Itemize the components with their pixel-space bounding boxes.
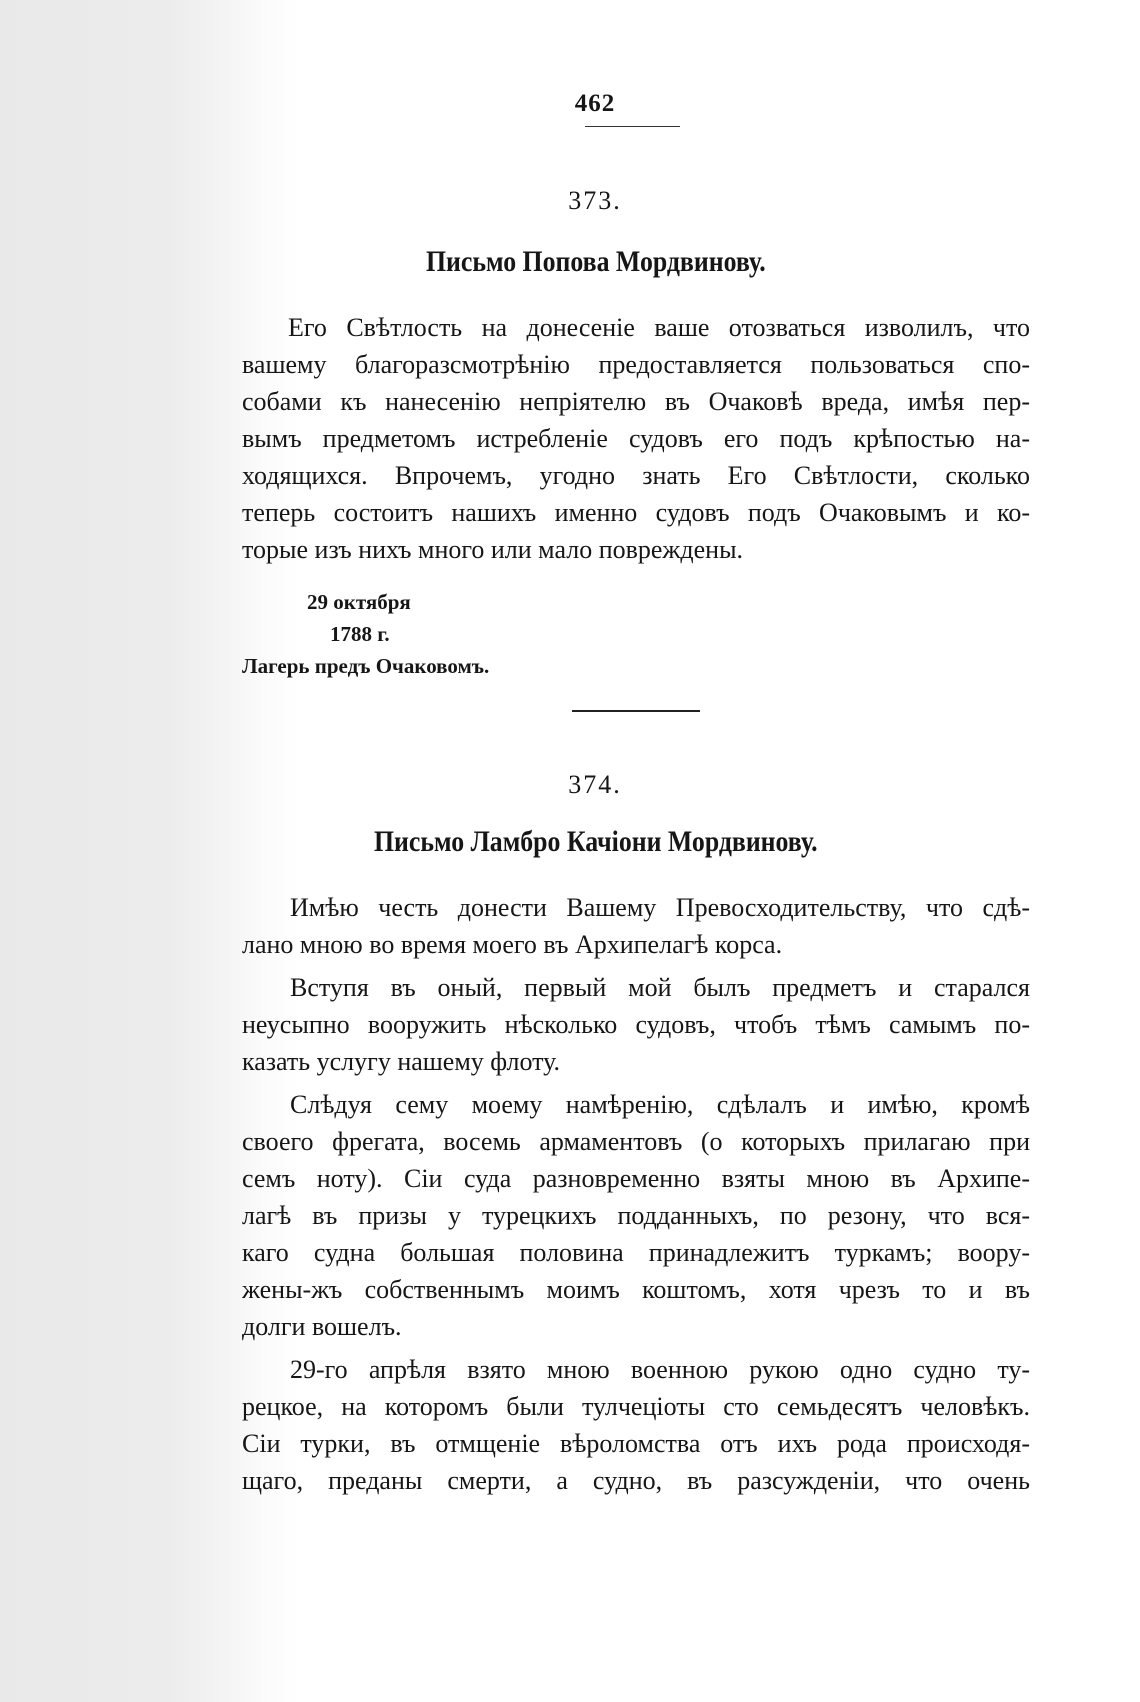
text-line: казать услугу нашему флоту. (242, 1047, 561, 1076)
text-line: теперь состоитъ нашихъ именно судовъ подъ Очаковымъ и ко- (242, 498, 1030, 527)
letter-number: 374. (568, 770, 622, 799)
text-line: лано мною во время моего въ Архипелагѣ корса. (242, 930, 783, 959)
text-line: рецкое, на которомъ были тулчеціоты сто семьдесятъ человѣкъ. (242, 1392, 1030, 1421)
page-number-underline (585, 126, 680, 127)
text-line: щаго, преданы смерти, а судно, въ разсужденіи, что очень (242, 1466, 1030, 1495)
text-line: лагѣ въ призы у турецкихъ подданныхъ, по резону, что вся- (242, 1201, 1030, 1230)
page-number: 462 (574, 90, 616, 117)
signature-date: 29 октября (307, 590, 411, 614)
text-line: 29-го апрѣля взято мною военною рукою одно судно ту- (290, 1355, 1030, 1384)
section-divider (572, 710, 700, 712)
text-line: неусыпно вооружить нѣсколько судовъ, чтобъ тѣмъ самымъ по- (242, 1010, 1030, 1039)
text-line: Вступя въ оный, первый мой былъ предметъ и старался (290, 973, 1030, 1002)
text-line: Имѣю честь донести Вашему Превосходительству, что сдѣ- (290, 893, 1030, 922)
text-line: Слѣдуя сему моему намѣренію, сдѣлалъ и имѣю, кромѣ (290, 1090, 1030, 1119)
text-line: ходящихся. Впрочемъ, угодно знать Его Свѣтлости, сколько (242, 461, 1030, 490)
signature-year: 1788 г. (330, 622, 390, 646)
text-line: жены-жъ собственнымъ моимъ коштомъ, хотя чрезъ то и въ (242, 1275, 1030, 1304)
text-line: семъ ноту). Сіи суда разновременно взяты мною въ Архипе- (242, 1164, 1030, 1193)
text-line: вымъ предметомъ истребленіе судовъ его подъ крѣпостью на- (242, 424, 1030, 453)
text-line: своего фрегата, восемь армаментовъ (о которыхъ прилагаю при (242, 1127, 1030, 1156)
signature-place: Лагерь предъ Очаковомъ. (242, 654, 490, 678)
text-line: каго судна большая половина принадлежитъ туркамъ; воору- (242, 1238, 1030, 1267)
text-line: долги вошелъ. (242, 1312, 402, 1341)
letter-title: Письмо Попова Мордвинову. (425, 245, 766, 278)
letter-number: 373. (568, 186, 622, 215)
text-line: Его Свѣтлость на донесеніе ваше отозваться изволилъ, что (288, 313, 1030, 342)
letter-title: Письмо Ламбро Качіони Мордвинову. (373, 825, 818, 858)
text-line: торые изъ нихъ много или мало повреждены. (242, 535, 744, 564)
text-line: собами къ нанесенію непріятелю въ Очаковѣ вреда, имѣя пер- (242, 387, 1030, 416)
text-line: вашему благоразсмотрѣнію предоставляется пользоваться спо- (242, 350, 1030, 379)
text-line: Сіи турки, въ отмщеніе вѣроломства отъ ихъ рода происходя- (242, 1429, 1030, 1458)
